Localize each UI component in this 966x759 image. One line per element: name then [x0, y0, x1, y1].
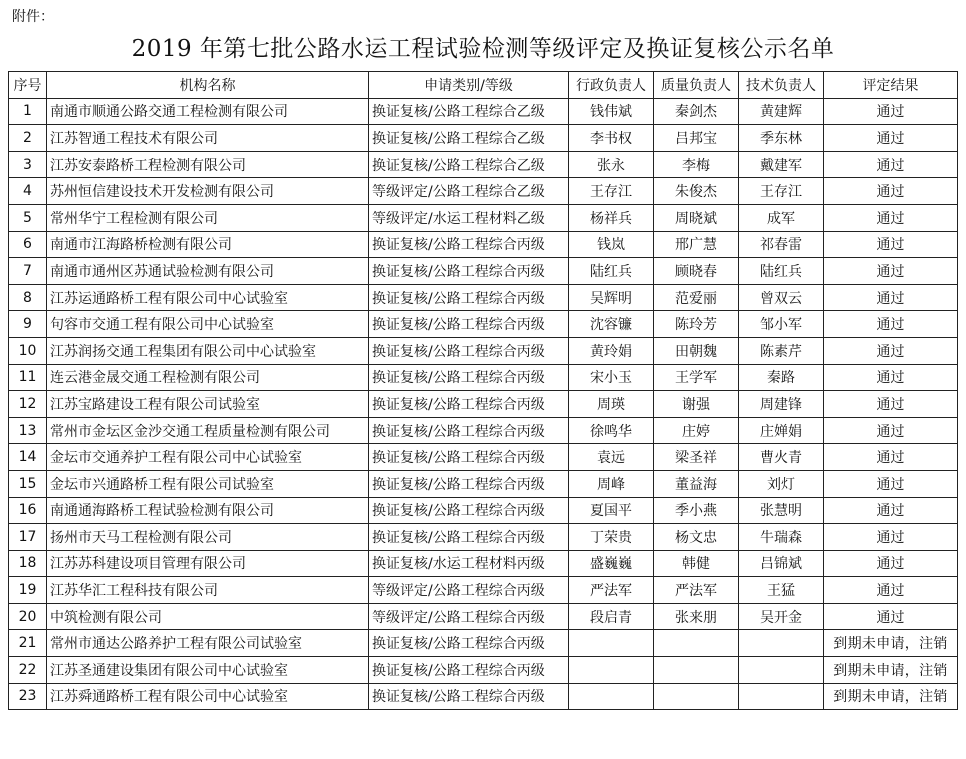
row-number: 15	[9, 470, 47, 497]
table-row	[9, 683, 958, 710]
table-row	[9, 630, 958, 657]
table-row	[9, 231, 958, 258]
org-name: 南通通海路桥工程试验检测有限公司	[47, 497, 369, 524]
admin-head: 袁远	[569, 444, 654, 471]
quality-head: 陈玲芳	[654, 311, 739, 338]
application-type: 换证复核/公路工程综合丙级	[369, 657, 569, 684]
evaluation-result: 通过	[824, 231, 958, 258]
evaluation-result: 到期未申请，注销	[824, 630, 958, 657]
tech-head: 张慧明	[739, 497, 824, 524]
table-row	[9, 258, 958, 285]
admin-head: 夏国平	[569, 497, 654, 524]
application-type: 换证复核/公路工程综合丙级	[369, 470, 569, 497]
admin-head: 杨祥兵	[569, 204, 654, 231]
tech-head: 曹火青	[739, 444, 824, 471]
row-number: 22	[9, 657, 47, 684]
application-type: 换证复核/公路工程综合丙级	[369, 683, 569, 710]
quality-head: 顾晓春	[654, 258, 739, 285]
org-name: 江苏舜通路桥工程有限公司中心试验室	[47, 683, 369, 710]
row-number: 2	[9, 125, 47, 152]
col-header-result: 评定结果	[824, 72, 958, 99]
document-title: 2019 年第七批公路水运工程试验检测等级评定及换证复核公示名单	[131, 36, 835, 62]
row-number: 8	[9, 284, 47, 311]
org-name: 江苏智通工程技术有限公司	[47, 125, 369, 152]
application-type: 等级评定/公路工程综合丙级	[369, 577, 569, 604]
quality-head	[654, 630, 739, 657]
tech-head: 刘灯	[739, 470, 824, 497]
application-type: 换证复核/公路工程综合丙级	[369, 231, 569, 258]
quality-head: 韩健	[654, 550, 739, 577]
quality-head: 董益海	[654, 470, 739, 497]
org-name: 南通市江海路桥检测有限公司	[47, 231, 369, 258]
application-type: 换证复核/公路工程综合乙级	[369, 98, 569, 125]
table-row	[9, 550, 958, 577]
evaluation-result: 通过	[824, 311, 958, 338]
evaluation-result: 通过	[824, 417, 958, 444]
tech-head: 王存江	[739, 178, 824, 205]
row-number: 17	[9, 524, 47, 551]
admin-head: 段启青	[569, 603, 654, 630]
admin-head: 盛巍巍	[569, 550, 654, 577]
admin-head: 钱伟斌	[569, 98, 654, 125]
quality-head: 杨文忠	[654, 524, 739, 551]
org-name: 江苏润扬交通工程集团有限公司中心试验室	[47, 337, 369, 364]
tech-head: 陆红兵	[739, 258, 824, 285]
org-name: 江苏安泰路桥工程检测有限公司	[47, 151, 369, 178]
row-number: 4	[9, 178, 47, 205]
table-row	[9, 577, 958, 604]
col-header-type: 申请类别/等级	[369, 72, 569, 99]
evaluation-result: 通过	[824, 178, 958, 205]
application-type: 换证复核/公路工程综合丙级	[369, 258, 569, 285]
row-number: 11	[9, 364, 47, 391]
tech-head: 吴开金	[739, 603, 824, 630]
application-type: 换证复核/公路工程综合丙级	[369, 364, 569, 391]
row-number: 23	[9, 683, 47, 710]
admin-head: 张永	[569, 151, 654, 178]
org-name: 中筑检测有限公司	[47, 603, 369, 630]
quality-head: 吕邦宝	[654, 125, 739, 152]
evaluation-result: 通过	[824, 603, 958, 630]
org-name: 常州市通达公路养护工程有限公司试验室	[47, 630, 369, 657]
admin-head: 沈容镰	[569, 311, 654, 338]
col-header-quality: 质量负责人	[654, 72, 739, 99]
tech-head	[739, 630, 824, 657]
evaluation-result: 通过	[824, 204, 958, 231]
quality-head: 周晓斌	[654, 204, 739, 231]
org-name: 常州市金坛区金沙交通工程质量检测有限公司	[47, 417, 369, 444]
col-header-org: 机构名称	[47, 72, 369, 99]
row-number: 5	[9, 204, 47, 231]
quality-head: 田朝魏	[654, 337, 739, 364]
quality-head: 张来朋	[654, 603, 739, 630]
tech-head: 邹小军	[739, 311, 824, 338]
quality-head: 李梅	[654, 151, 739, 178]
table-row	[9, 125, 958, 152]
admin-head: 李书权	[569, 125, 654, 152]
quality-head: 梁圣祥	[654, 444, 739, 471]
table-row	[9, 497, 958, 524]
evaluation-result: 到期未申请，注销	[824, 657, 958, 684]
evaluation-result: 通过	[824, 284, 958, 311]
admin-head: 陆红兵	[569, 258, 654, 285]
admin-head: 徐鸣华	[569, 417, 654, 444]
application-type: 换证复核/公路工程综合丙级	[369, 630, 569, 657]
row-number: 12	[9, 391, 47, 418]
admin-head: 严法军	[569, 577, 654, 604]
table-row	[9, 391, 958, 418]
org-name: 江苏圣通建设集团有限公司中心试验室	[47, 657, 369, 684]
row-number: 18	[9, 550, 47, 577]
application-type: 换证复核/公路工程综合丙级	[369, 417, 569, 444]
row-number: 14	[9, 444, 47, 471]
quality-head: 邢广慧	[654, 231, 739, 258]
quality-head: 庄婷	[654, 417, 739, 444]
admin-head	[569, 657, 654, 684]
org-name: 江苏华汇工程科技有限公司	[47, 577, 369, 604]
row-number: 6	[9, 231, 47, 258]
quality-head	[654, 683, 739, 710]
table-row	[9, 364, 958, 391]
tech-head: 秦路	[739, 364, 824, 391]
table-header-row	[9, 72, 958, 99]
quality-head: 朱俊杰	[654, 178, 739, 205]
row-number: 20	[9, 603, 47, 630]
quality-head: 范爱丽	[654, 284, 739, 311]
row-number: 7	[9, 258, 47, 285]
evaluation-result: 通过	[824, 470, 958, 497]
quality-head	[654, 657, 739, 684]
admin-head: 黄玲娟	[569, 337, 654, 364]
org-name: 江苏宝路建设工程有限公司试验室	[47, 391, 369, 418]
application-type: 等级评定/公路工程综合丙级	[369, 603, 569, 630]
quality-head: 谢强	[654, 391, 739, 418]
application-type: 换证复核/公路工程综合丙级	[369, 337, 569, 364]
evaluation-result: 通过	[824, 98, 958, 125]
evaluation-result: 通过	[824, 497, 958, 524]
table-row	[9, 603, 958, 630]
col-header-tech: 技术负责人	[739, 72, 824, 99]
evaluation-result: 通过	[824, 151, 958, 178]
tech-head: 曾双云	[739, 284, 824, 311]
tech-head: 周建锋	[739, 391, 824, 418]
admin-head: 周峰	[569, 470, 654, 497]
tech-head: 祁春雷	[739, 231, 824, 258]
row-number: 1	[9, 98, 47, 125]
table-row	[9, 657, 958, 684]
result-table	[8, 71, 958, 710]
org-name: 常州华宁工程检测有限公司	[47, 204, 369, 231]
org-name: 连云港金晟交通工程检测有限公司	[47, 364, 369, 391]
org-name: 南通市顺通公路交通工程检测有限公司	[47, 98, 369, 125]
admin-head: 宋小玉	[569, 364, 654, 391]
org-name: 苏州恒信建设技术开发检测有限公司	[47, 178, 369, 205]
table-row	[9, 311, 958, 338]
tech-head: 庄婵娟	[739, 417, 824, 444]
application-type: 换证复核/公路工程综合乙级	[369, 125, 569, 152]
application-type: 换证复核/公路工程综合丙级	[369, 284, 569, 311]
evaluation-result: 通过	[824, 391, 958, 418]
org-name: 江苏运通路桥工程有限公司中心试验室	[47, 284, 369, 311]
tech-head: 王猛	[739, 577, 824, 604]
application-type: 换证复核/公路工程综合丙级	[369, 524, 569, 551]
row-number: 3	[9, 151, 47, 178]
admin-head: 丁荣贵	[569, 524, 654, 551]
tech-head: 成军	[739, 204, 824, 231]
quality-head: 季小燕	[654, 497, 739, 524]
application-type: 等级评定/水运工程材料乙级	[369, 204, 569, 231]
quality-head: 严法军	[654, 577, 739, 604]
table-row	[9, 524, 958, 551]
row-number: 16	[9, 497, 47, 524]
application-type: 换证复核/公路工程综合丙级	[369, 391, 569, 418]
admin-head	[569, 683, 654, 710]
admin-head	[569, 630, 654, 657]
row-number: 13	[9, 417, 47, 444]
application-type: 换证复核/公路工程综合丙级	[369, 311, 569, 338]
tech-head: 吕锦斌	[739, 550, 824, 577]
table-row	[9, 417, 958, 444]
tech-head: 牛瑞森	[739, 524, 824, 551]
org-name: 金坛市交通养护工程有限公司中心试验室	[47, 444, 369, 471]
application-type: 换证复核/公路工程综合丙级	[369, 444, 569, 471]
tech-head: 戴建军	[739, 151, 824, 178]
row-number: 21	[9, 630, 47, 657]
table-row	[9, 470, 958, 497]
evaluation-result: 通过	[824, 444, 958, 471]
evaluation-result: 通过	[824, 258, 958, 285]
application-type: 换证复核/公路工程综合丙级	[369, 497, 569, 524]
tech-head: 季东林	[739, 125, 824, 152]
tech-head: 陈素芹	[739, 337, 824, 364]
admin-head: 吴辉明	[569, 284, 654, 311]
evaluation-result: 通过	[824, 337, 958, 364]
evaluation-result: 通过	[824, 364, 958, 391]
row-number: 19	[9, 577, 47, 604]
evaluation-result: 通过	[824, 550, 958, 577]
application-type: 换证复核/水运工程材料丙级	[369, 550, 569, 577]
quality-head: 秦剑杰	[654, 98, 739, 125]
evaluation-result: 通过	[824, 577, 958, 604]
admin-head: 王存江	[569, 178, 654, 205]
admin-head: 钱岚	[569, 231, 654, 258]
org-name: 南通市通州区苏通试验检测有限公司	[47, 258, 369, 285]
table-row	[9, 444, 958, 471]
table-row	[9, 98, 958, 125]
tech-head	[739, 683, 824, 710]
admin-head: 周瑛	[569, 391, 654, 418]
tech-head	[739, 657, 824, 684]
tech-head: 黄建辉	[739, 98, 824, 125]
org-name: 句容市交通工程有限公司中心试验室	[47, 311, 369, 338]
col-header-no: 序号	[9, 72, 47, 99]
table-row	[9, 178, 958, 205]
col-header-admin: 行政负责人	[569, 72, 654, 99]
row-number: 10	[9, 337, 47, 364]
table-row	[9, 337, 958, 364]
table-row	[9, 204, 958, 231]
application-type: 等级评定/公路工程综合乙级	[369, 178, 569, 205]
evaluation-result: 到期未申请，注销	[824, 683, 958, 710]
org-name: 扬州市天马工程检测有限公司	[47, 524, 369, 551]
application-type: 换证复核/公路工程综合乙级	[369, 151, 569, 178]
org-name: 江苏苏科建设项目管理有限公司	[47, 550, 369, 577]
attachment-label: 附件：	[12, 9, 54, 25]
evaluation-result: 通过	[824, 125, 958, 152]
org-name: 金坛市兴通路桥工程有限公司试验室	[47, 470, 369, 497]
quality-head: 王学军	[654, 364, 739, 391]
table-row	[9, 284, 958, 311]
table-row	[9, 151, 958, 178]
evaluation-result: 通过	[824, 524, 958, 551]
row-number: 9	[9, 311, 47, 338]
